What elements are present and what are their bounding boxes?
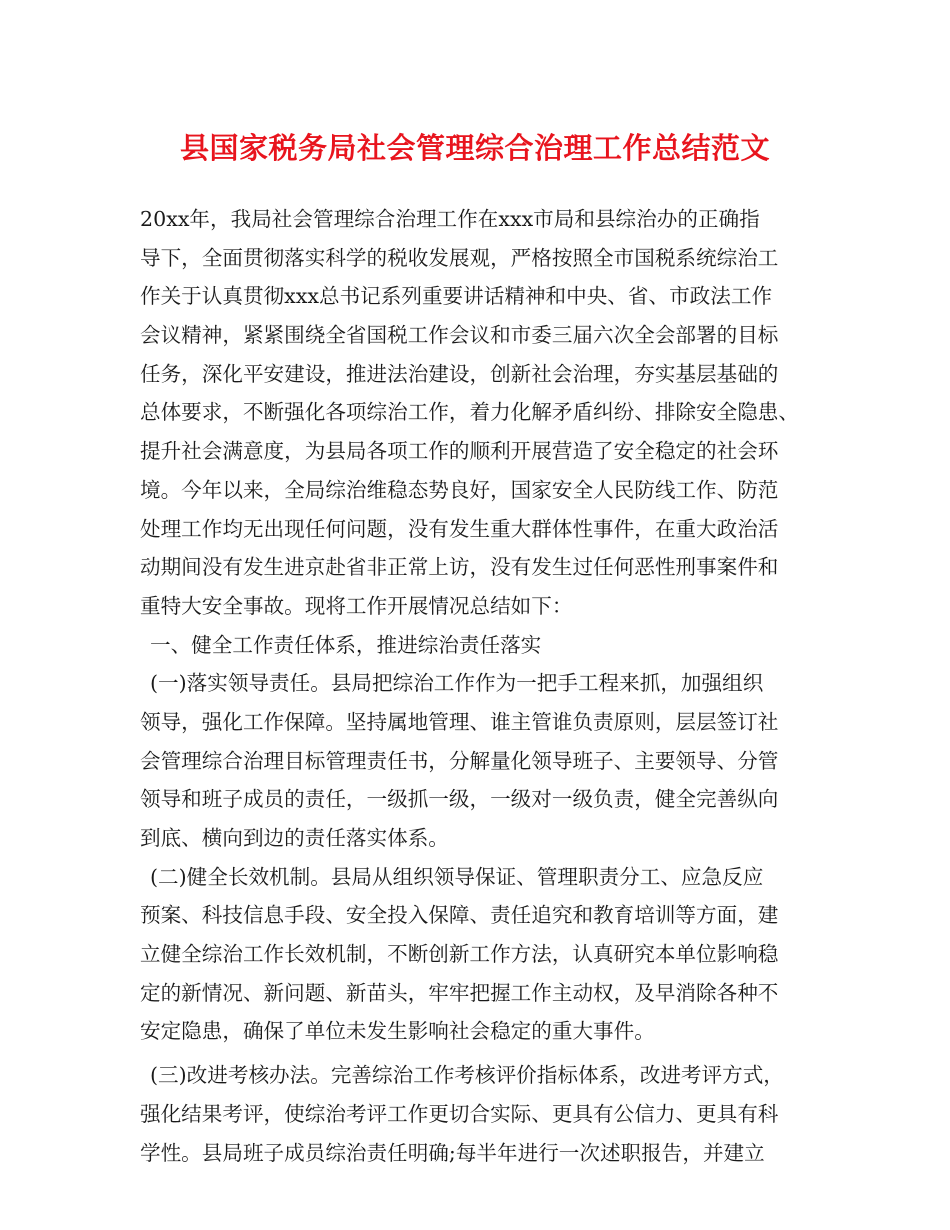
paragraph-line: 安定隐患，确保了单位未发生影响社会稳定的重大事件。 — [140, 1019, 655, 1044]
paragraph-line: 作关于认真贯彻xxx总书记系列重要讲话精神和中央、省、市政法工作 — [140, 284, 773, 309]
paragraph-line: 总体要求，不断强化各项综治工作，着力化解矛盾纠纷、排除安全隐患、 — [140, 400, 799, 425]
paragraph-line: 学性。县局班子成员综治责任明确;每半年进行一次述职报告，并建立 — [140, 1140, 765, 1165]
paragraph-line: 提升社会满意度，为县局各项工作的顺利开展营造了安全稳定的社会环 — [140, 439, 779, 464]
paragraph-line: 会议精神，紧紧围绕全省国税工作会议和市委三届六次全会部署的目标 — [140, 323, 779, 348]
paragraph-line: 立健全综治工作长效机制，不断创新工作方法，认真研究本单位影响稳 — [140, 942, 779, 967]
document-body — [140, 200, 830, 1172]
paragraph-line: 重特大安全事故。现将工作开展情况总结如下： — [140, 593, 573, 618]
paragraph-line: 处理工作均无出现任何问题，没有发生重大群体性事件，在重大政治活 — [140, 516, 779, 541]
subsection-line: (二)健全长效机制。县局从组织领导保证、管理职责分工、应急反应 — [150, 864, 764, 889]
paragraph-line: 动期间没有发生进京赴省非正常上访，没有发生过任何恶性刑事案件和 — [140, 555, 779, 580]
paragraph-line: 领导，强化工作保障。坚持属地管理、谁主管谁负责原则，层层签订社 — [140, 709, 779, 734]
subsection-line: (一)落实领导责任。县局把综治工作作为一把手工程来抓，加强组织 — [150, 671, 764, 696]
paragraph-line: 20xx年，我局社会管理综合治理工作在xxx市局和县综治办的正确指 — [140, 207, 760, 231]
paragraph-line: 境。今年以来，全局综治维稳态势良好，国家安全人民防线工作、防范 — [140, 477, 779, 502]
paragraph-line: 会管理综合治理目标管理责任书，分解量化领导班子、主要领导、分管 — [140, 748, 779, 773]
paragraph-line: 领导和班子成员的责任，一级抓一级，一级对一级负责，健全完善纵向 — [140, 787, 779, 812]
paragraph-line: 任务，深化平安建设，推进法治建设，创新社会治理，夯实基层基础的 — [140, 361, 779, 386]
paragraph-line: 到底、横向到边的责任落实体系。 — [140, 826, 449, 850]
paragraph-line: 导下，全面贯彻落实科学的税收发展观，严格按照全市国税系统综治工 — [140, 245, 779, 270]
paragraph-line: 强化结果考评，使综治考评工作更切合实际、更具有公信力、更具有科 — [140, 1101, 779, 1126]
paragraph-line: 预案、科技信息手段、安全投入保障、责任追究和教育培训等方面，建 — [140, 903, 779, 928]
section-heading: 一、健全工作责任体系，推进综治责任落实 — [150, 632, 542, 657]
subsection-line: (三)改进考核办法。完善综治工作考核评价指标体系，改进考评方式， — [150, 1063, 784, 1088]
paragraph-line: 定的新情况、新问题、新苗头，牢牢把握工作主动权，及早消除各种不 — [140, 980, 779, 1005]
document-title: 县国家税务局社会管理综合治理工作总结范文 — [179, 131, 770, 165]
